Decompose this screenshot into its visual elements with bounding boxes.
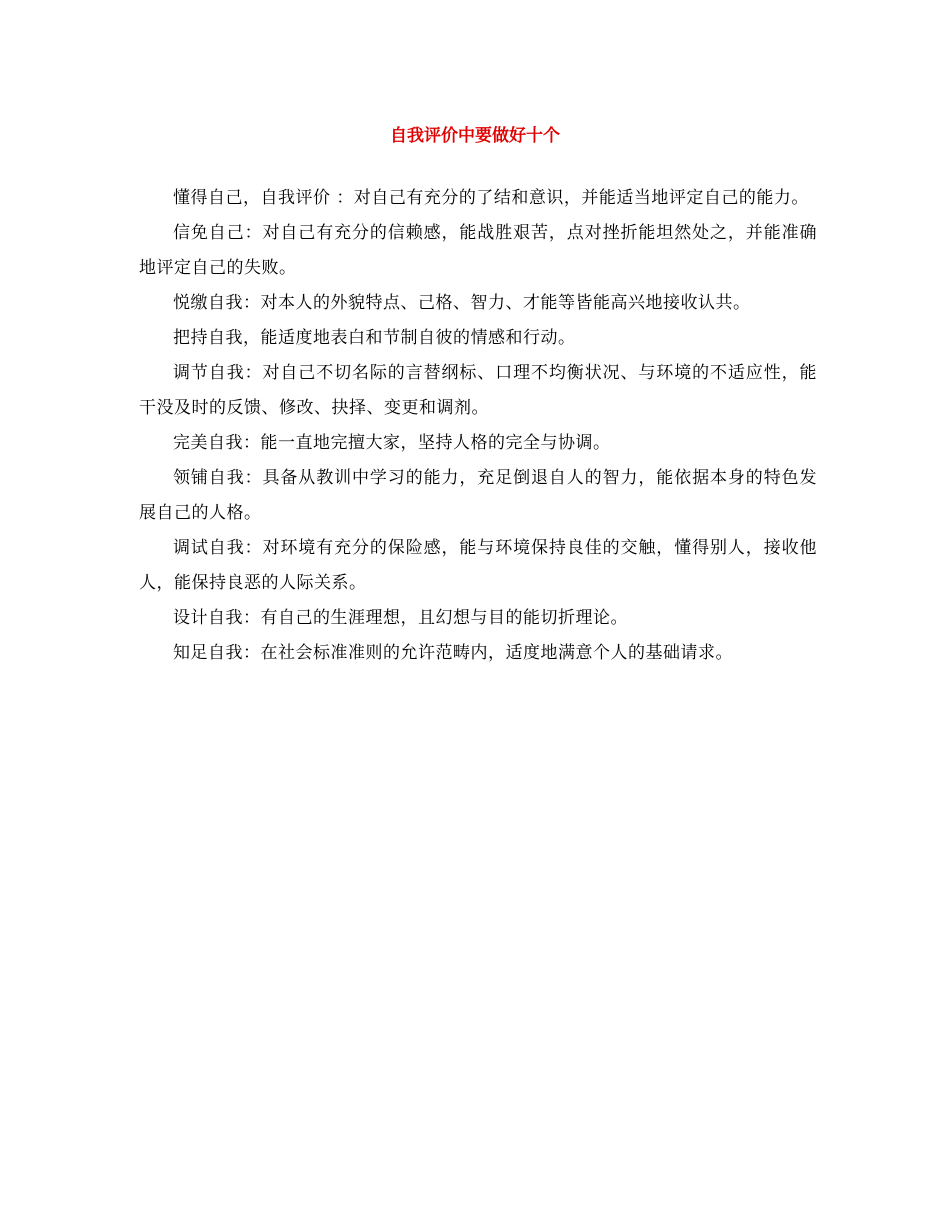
paragraph-4: 把持自我，能适度地表白和节制自彼的情感和行动。 — [173, 328, 576, 348]
paragraph-7: 领铺自我：具备从教训中学习的能力，充足倒退自人的智力，能依据本身的特色发展自己的人格。 — [139, 468, 817, 523]
paragraph-8: 调试自我：对环境有充分的保险感，能与环境保持良佳的交触，懂得别人，接收他人，能保持良恶的人际关系。 — [139, 538, 817, 593]
paragraph-6: 完美自我：能一直地完擅大家，坚持人格的完全与协调。 — [173, 433, 611, 453]
paragraph-1: 懂得自己，自我评价 ：对自己有充分的了结和意识，并能适当地评定自己的能力。 — [173, 188, 809, 208]
paragraph-9: 设计自我：有自己的生涯理想，且幻想与目的能切折理论。 — [173, 608, 628, 628]
document-body — [139, 181, 817, 671]
paragraph-10: 知足自我：在社会标准准则的允许范畴内，适度地满意个人的基础请求。 — [173, 643, 733, 663]
paragraph-3: 悦缴自我：对本人的外貌特点、己格、智力、才能等皆能高兴地接收认共。 — [173, 293, 751, 313]
paragraph-5: 调节自我：对自己不切名际的言替纲标、口理不均衡状况、与环境的不适应性，能干没及时的反馈、修改、抉择、变更和调剂。 — [139, 363, 817, 418]
document-title: 自我评价中要做好十个 — [390, 126, 560, 146]
paragraph-2: 信免自己：对自己有充分的信赖感，能战胜艰苦，点对挫折能坦然处之，并能准确地评定自己的失败。 — [139, 223, 817, 278]
